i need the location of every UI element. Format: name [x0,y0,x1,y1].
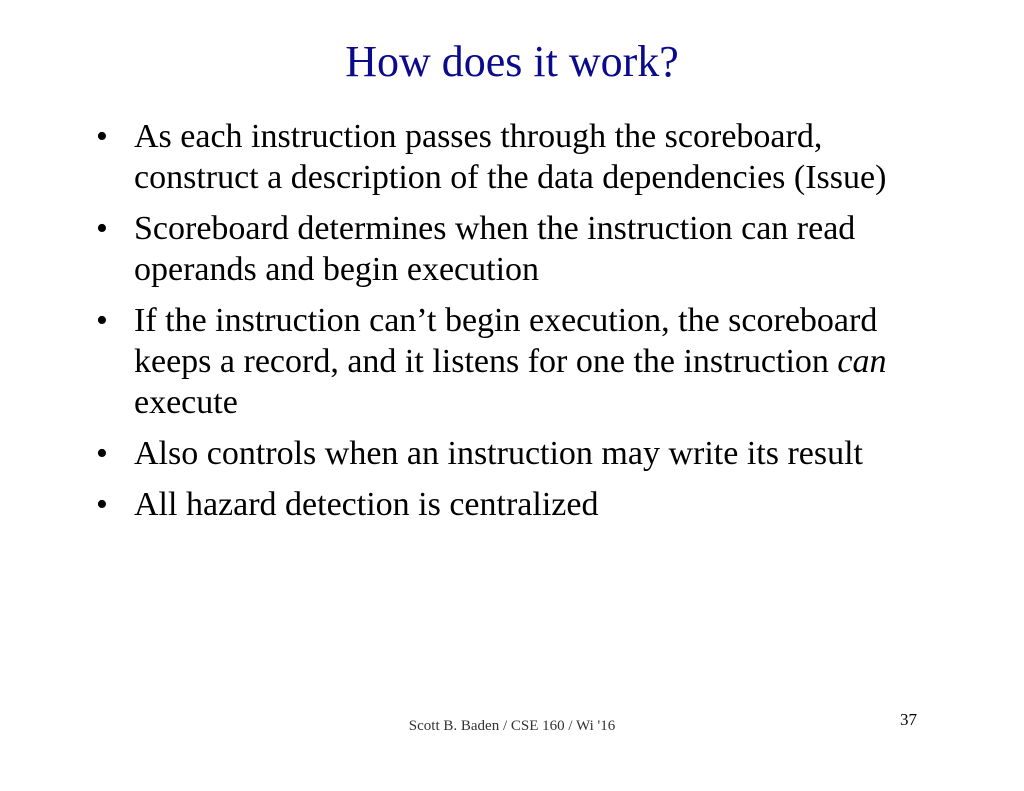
bullet-icon: • [96,435,108,472]
bullet-icon: • [96,302,108,339]
bullet-text: All hazard detection is centralized [134,486,599,523]
bullet-text [134,302,887,421]
slide-footer: Scott B. Baden / CSE 160 / Wi '16 [408,718,616,734]
bullet-text-emphasis: can [837,343,887,380]
bullet-text: As each instruction passes through the scoreboard, construct a description of the data dependencies (Issue) [134,118,887,196]
bullet-icon: • [96,210,108,247]
page-number: 37 [900,710,917,729]
bullet-item [96,116,936,198]
bullet-text-part: If the instruction can’t begin execution, the scoreboard keeps a record, and it listens for one the instruction [134,302,878,380]
bullet-text: Scoreboard determines when the instruction can read operands and begin execution [134,210,856,288]
bullet-item [96,484,936,525]
bullet-text-part: execute [134,384,238,421]
bullet-icon: • [96,118,108,155]
bullet-icon: • [96,486,108,523]
bullet-item [96,433,936,474]
bullet-item [96,300,936,423]
bullet-item [96,208,936,290]
slide-title: How does it work? [345,37,679,86]
bullet-list [96,116,936,535]
bullet-text: Also controls when an instruction may write its result [134,435,863,472]
